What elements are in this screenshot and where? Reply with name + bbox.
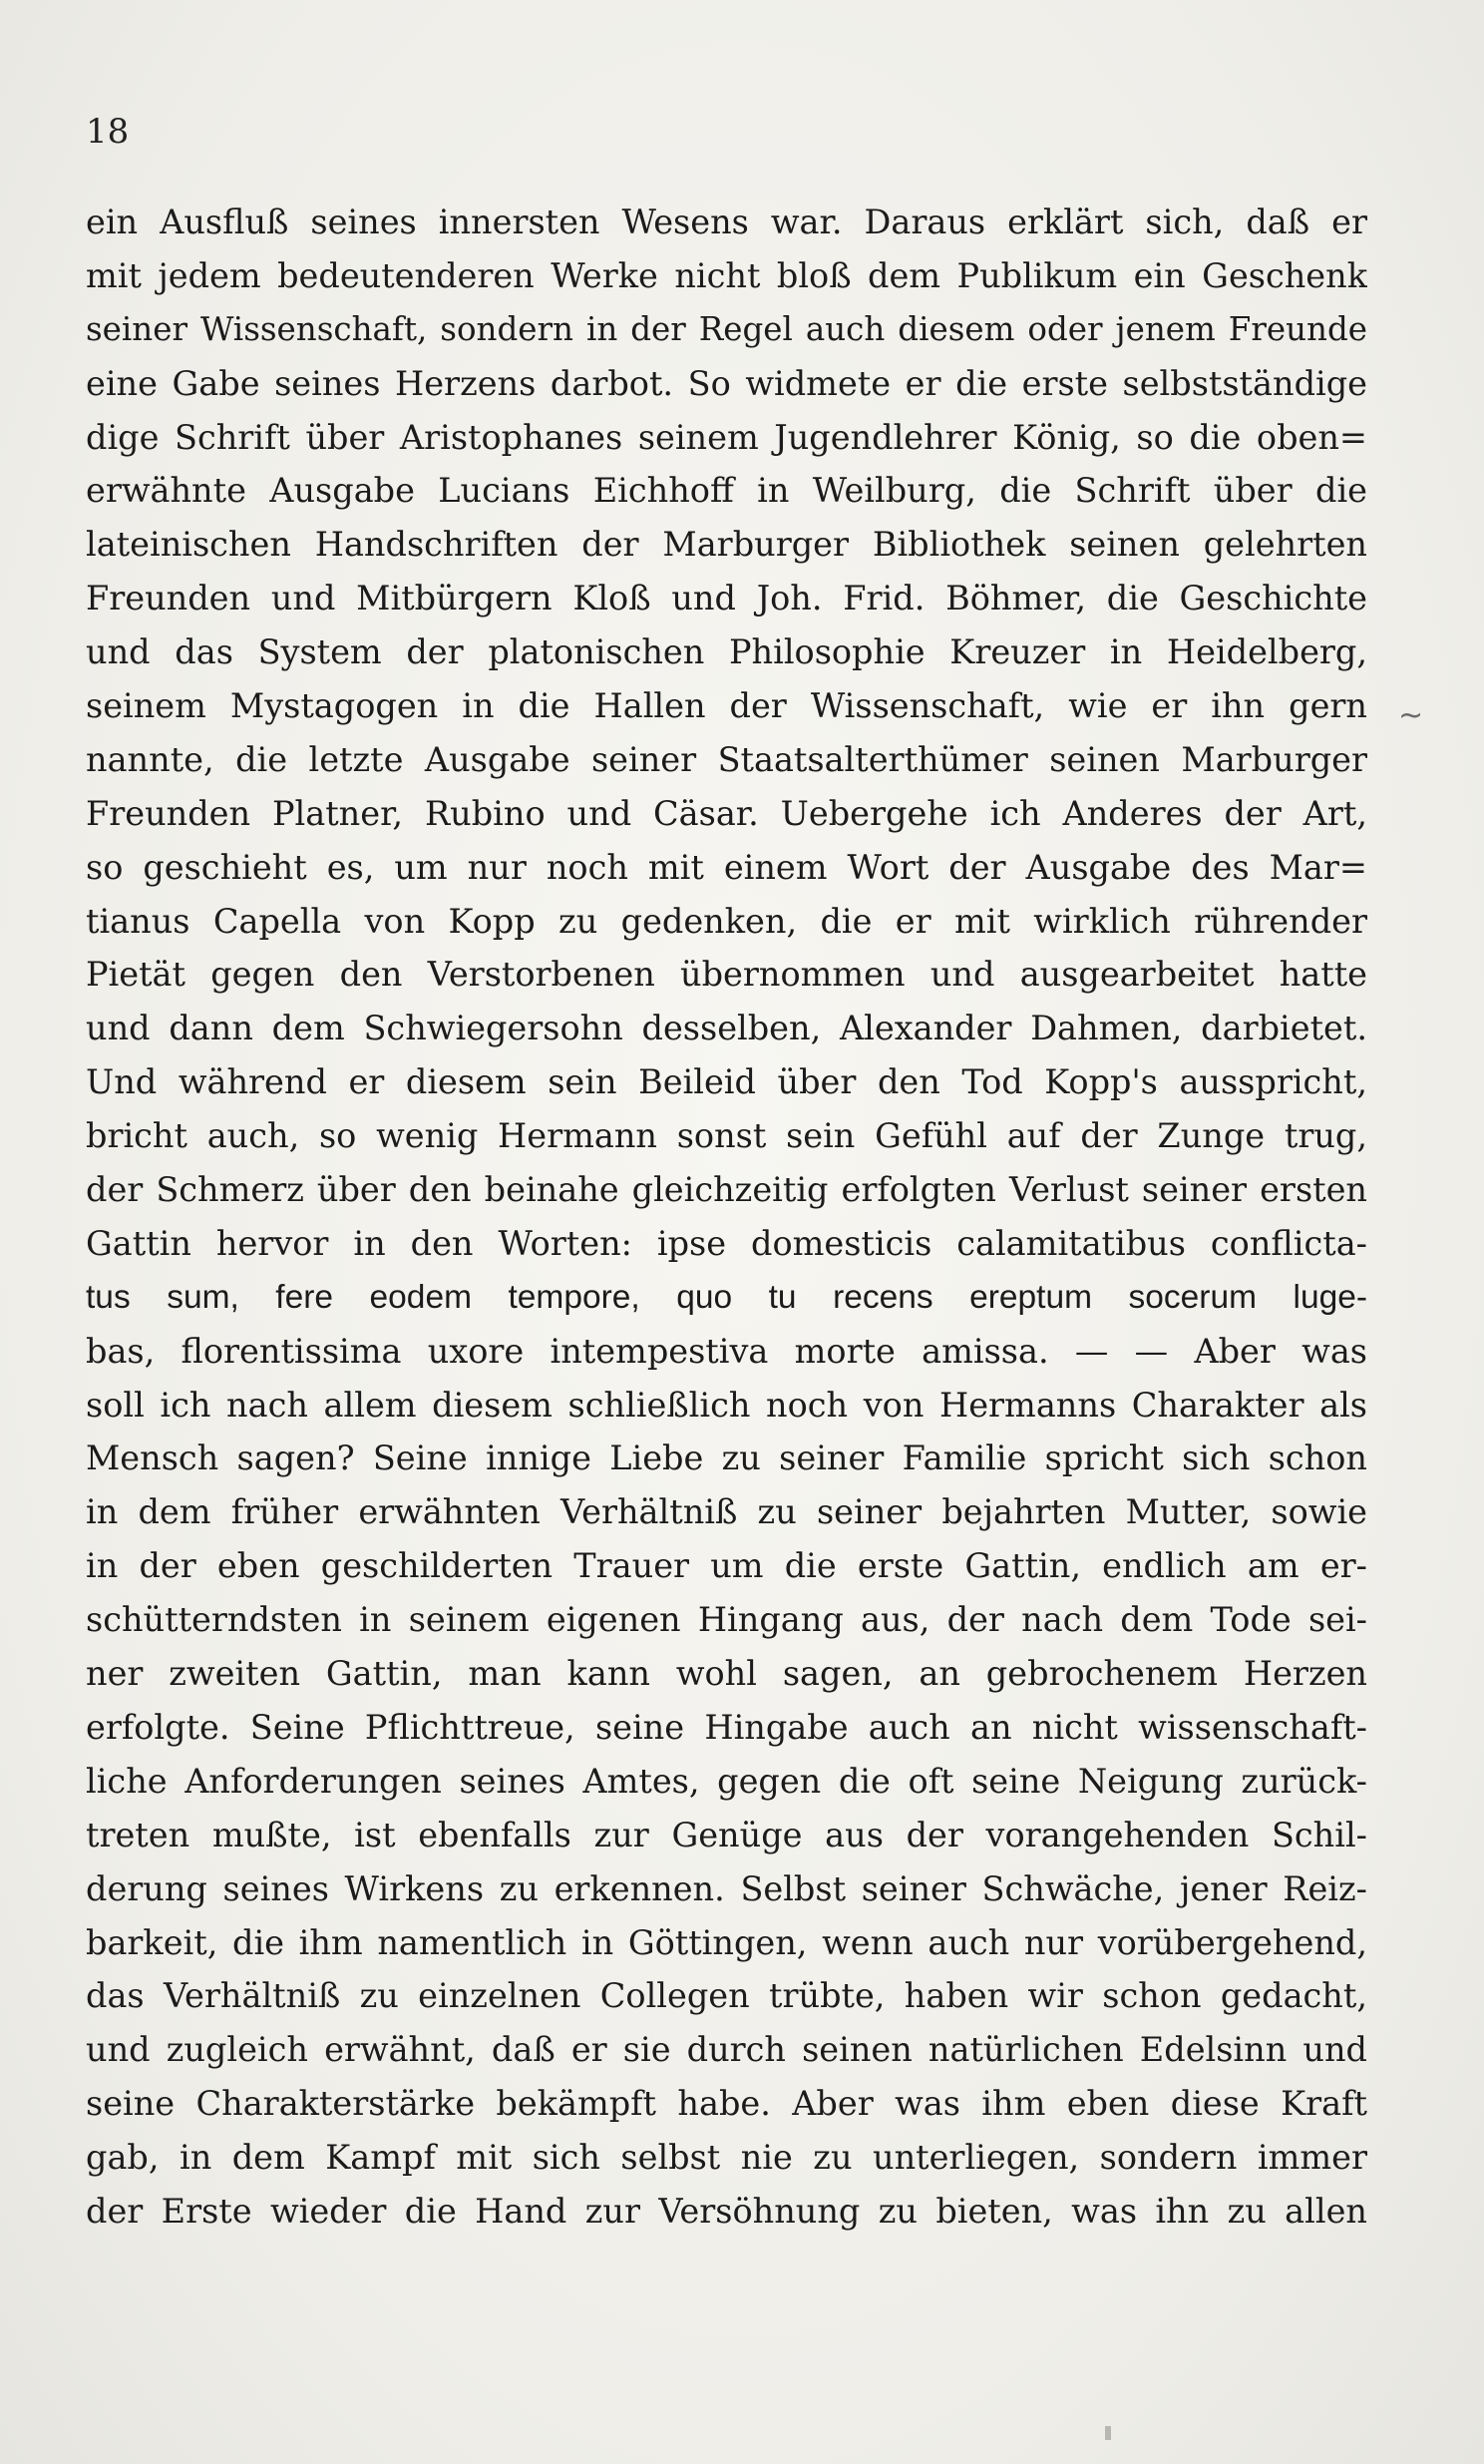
- text-line: erwähnte Ausgabe Lucians Eichhoff in Weilburg, die Schrift über die: [86, 471, 1367, 511]
- text-line: derung seines Wirkens zu erkennen. Selbst seiner Schwäche, jener Reiz-: [86, 1868, 1367, 1908]
- text-line: Und während er diesem sein Beileid über den Tod Kopp's ausspricht,: [86, 1062, 1367, 1102]
- text-line: treten mußte, ist ebenfalls zur Genüge aus der vorangehenden Schil-: [86, 1815, 1367, 1854]
- margin-mark: ~: [1398, 698, 1424, 733]
- text-line-latin: tus sum, fere eodem tempore, quo tu recens ereptum socerum luge-: [86, 1278, 1367, 1316]
- text-line: ner zweiten Gattin, man kann wohl sagen, an gebrochenem Herzen: [86, 1654, 1367, 1694]
- text-line: und zugleich erwähnt, daß er sie durch seinen natürlichen Edelsinn und: [86, 2030, 1367, 2070]
- text-line: seiner Wissenschaft, sondern in der Regel auch diesem oder jenem Freunde: [86, 309, 1367, 348]
- print-mark: [1105, 2426, 1111, 2440]
- text-line: in der eben geschilderten Trauer um die erste Gattin, endlich am er-: [86, 1546, 1367, 1586]
- text-line: nannte, die letzte Ausgabe seiner Staatsalterthümer seinen Marburger: [86, 739, 1367, 779]
- text-line: und das System der platonischen Philosophie Kreuzer in Heidelberg,: [86, 632, 1367, 672]
- text-line: eine Gabe seines Herzens darbot. So widmete er die erste selbstständige: [86, 363, 1367, 403]
- text-line: mit jedem bedeutenderen Werke nicht bloß dem Publikum ein Geschenk: [86, 255, 1367, 295]
- text-line: bricht auch, so wenig Hermann sonst sein Gefühl auf der Zunge trug,: [86, 1116, 1367, 1156]
- text-line: Freunden Platner, Rubino und Cäsar. Uebergehe ich Anderes der Art,: [86, 793, 1367, 833]
- text-line: schütterndsten in seinem eigenen Hingang aus, der nach dem Tode sei-: [86, 1600, 1367, 1640]
- text-line: seine Charakterstärke bekämpft habe. Aber was ihm eben diese Kraft: [86, 2084, 1367, 2124]
- text-line: Freunden und Mitbürgern Kloß und Joh. Frid. Böhmer, die Geschichte: [86, 579, 1367, 618]
- text-line: ein Ausfluß seines innersten Wesens war. Daraus erklärt sich, daß er: [86, 203, 1367, 241]
- text-line: erfolgte. Seine Pflichttreue, seine Hingabe auch an nicht wissenschaft-: [86, 1707, 1367, 1747]
- text-line: lateinischen Handschriften der Marburger Bibliothek seinen gelehrten: [86, 525, 1367, 565]
- text-line: seinem Mystagogen in die Hallen der Wissenschaft, wie er ihn gern: [86, 686, 1367, 726]
- body-text: [86, 196, 1367, 2239]
- page-number: 18: [86, 112, 130, 152]
- text-line: und dann dem Schwiegersohn desselben, Alexander Dahmen, darbietet.: [86, 1009, 1367, 1048]
- text-line: Gattin hervor in den Worten: ipse domesticis calamitatibus conflicta-: [86, 1223, 1367, 1263]
- text-line: so geschieht es, um nur noch mit einem Wort der Ausgabe des Mar=: [86, 847, 1367, 887]
- text-line: gab, in dem Kampf mit sich selbst nie zu unterliegen, sondern immer: [86, 2138, 1367, 2178]
- text-line: liche Anforderungen seines Amtes, gegen die oft seine Neigung zurück-: [86, 1761, 1367, 1801]
- text-line: tianus Capella von Kopp zu gedenken, die er mit wirklich rührender: [86, 901, 1367, 941]
- text-line: soll ich nach allem diesem schließlich noch von Hermanns Charakter als: [86, 1385, 1367, 1425]
- text-line: das Verhältniß zu einzelnen Collegen trübte, haben wir schon gedacht,: [86, 1976, 1367, 2016]
- text-line: bas, florentissima uxore intempestiva morte amissa. — — Aber was: [86, 1331, 1367, 1371]
- text-line: barkeit, die ihm namentlich in Göttingen, wenn auch nur vorübergehend,: [86, 1922, 1367, 1962]
- text-line: Pietät gegen den Verstorbenen übernommen und ausgearbeitet hatte: [86, 955, 1367, 995]
- text-line: Mensch sagen? Seine innige Liebe zu seiner Familie spricht sich schon: [86, 1438, 1367, 1478]
- text-line: dige Schrift über Aristophanes seinem Jugendlehrer König, so die oben=: [86, 417, 1367, 457]
- text-line: der Schmerz über den beinahe gleichzeitig erfolgten Verlust seiner ersten: [86, 1170, 1367, 1210]
- text-line: in dem früher erwähnten Verhältniß zu seiner bejahrten Mutter, sowie: [86, 1492, 1367, 1532]
- text-line: der Erste wieder die Hand zur Versöhnung zu bieten, was ihn zu allen: [86, 2191, 1367, 2231]
